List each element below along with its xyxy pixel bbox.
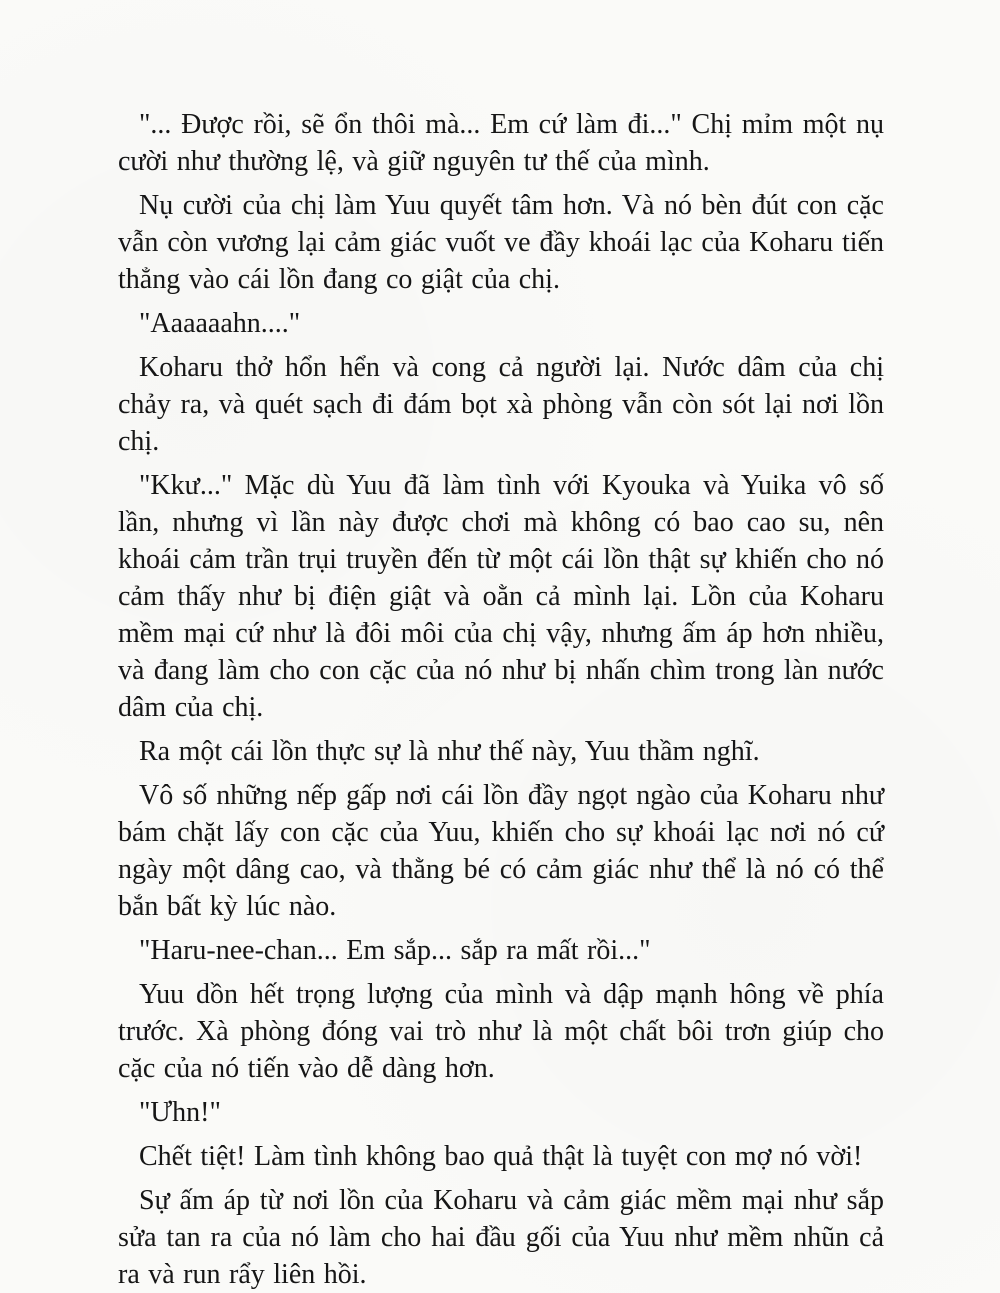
- paragraph: Nụ cười của chị làm Yuu quyết tâm hơn. Và nó bèn đút con cặc vẫn còn vương lại cảm giác vuốt ve đầy khoái lạc của Koharu tiến thẳng vào cái lồn đang co giật của chị.: [118, 190, 884, 295]
- dialogue-paragraph: "Haru-nee-chan... Em sắp... sắp ra mất rồi...": [139, 935, 651, 966]
- paragraph: "... Được rồi, sẽ ổn thôi mà... Em cứ làm đi..." Chị mỉm một nụ cười như thường lệ, và giữ nguyên tư thế của mình.: [118, 109, 884, 177]
- paragraph: Vô số những nếp gấp nơi cái lồn đầy ngọt ngào của Koharu như bám chặt lấy con cặc của Yuu, khiến cho sự khoái lạc nơi nó cứ ngày một dâng cao, và thằng bé có cảm giác như thể là nó có thể bắn bất kỳ lúc nào.: [118, 780, 884, 922]
- paragraph: "Kkư..." Mặc dù Yuu đã làm tình với Kyouka và Yuika vô số lần, nhưng vì lần này được chơi mà không có bao cao su, nên khoái cảm trần trụi truyền đến từ một cái lồn thật sự khiến cho nó cảm thấy như bị điện giật và oằn cả mình lại. Lồn của Koharu mềm mại cứ như là đôi môi của chị vậy, nhưng ấm áp hơn nhiều, và đang làm cho con cặc của nó như bị nhấn chìm trong làn nước dâm của chị.: [118, 470, 884, 723]
- paragraph: Ra một cái lồn thực sự là như thế này, Yuu thầm nghĩ.: [139, 736, 760, 767]
- paragraph: Chết tiệt! Làm tình không bao quả thật là tuyệt con mợ nó vời!: [139, 1141, 863, 1172]
- text-content: [118, 106, 884, 1293]
- paragraph: Yuu dồn hết trọng lượng của mình và dập mạnh hông về phía trước. Xà phòng đóng vai trò như là một chất bôi trơn giúp cho cặc của nó tiến vào dễ dàng hơn.: [118, 979, 884, 1084]
- dialogue-paragraph: "Aaaaaahn....": [139, 308, 301, 339]
- paragraph: Sự ấm áp từ nơi lồn của Koharu và cảm giác mềm mại như sắp sửa tan ra của nó làm cho hai đầu gối của Yuu như mềm nhũn cả ra và run rẩy liên hồi.: [118, 1185, 884, 1290]
- paragraph: Koharu thở hổn hển và cong cả người lại. Nước dâm của chị chảy ra, và quét sạch đi đám bọt xà phòng vẫn còn sót lại nơi lồn chị.: [118, 352, 884, 457]
- dialogue-paragraph: "Ưhn!": [139, 1097, 221, 1128]
